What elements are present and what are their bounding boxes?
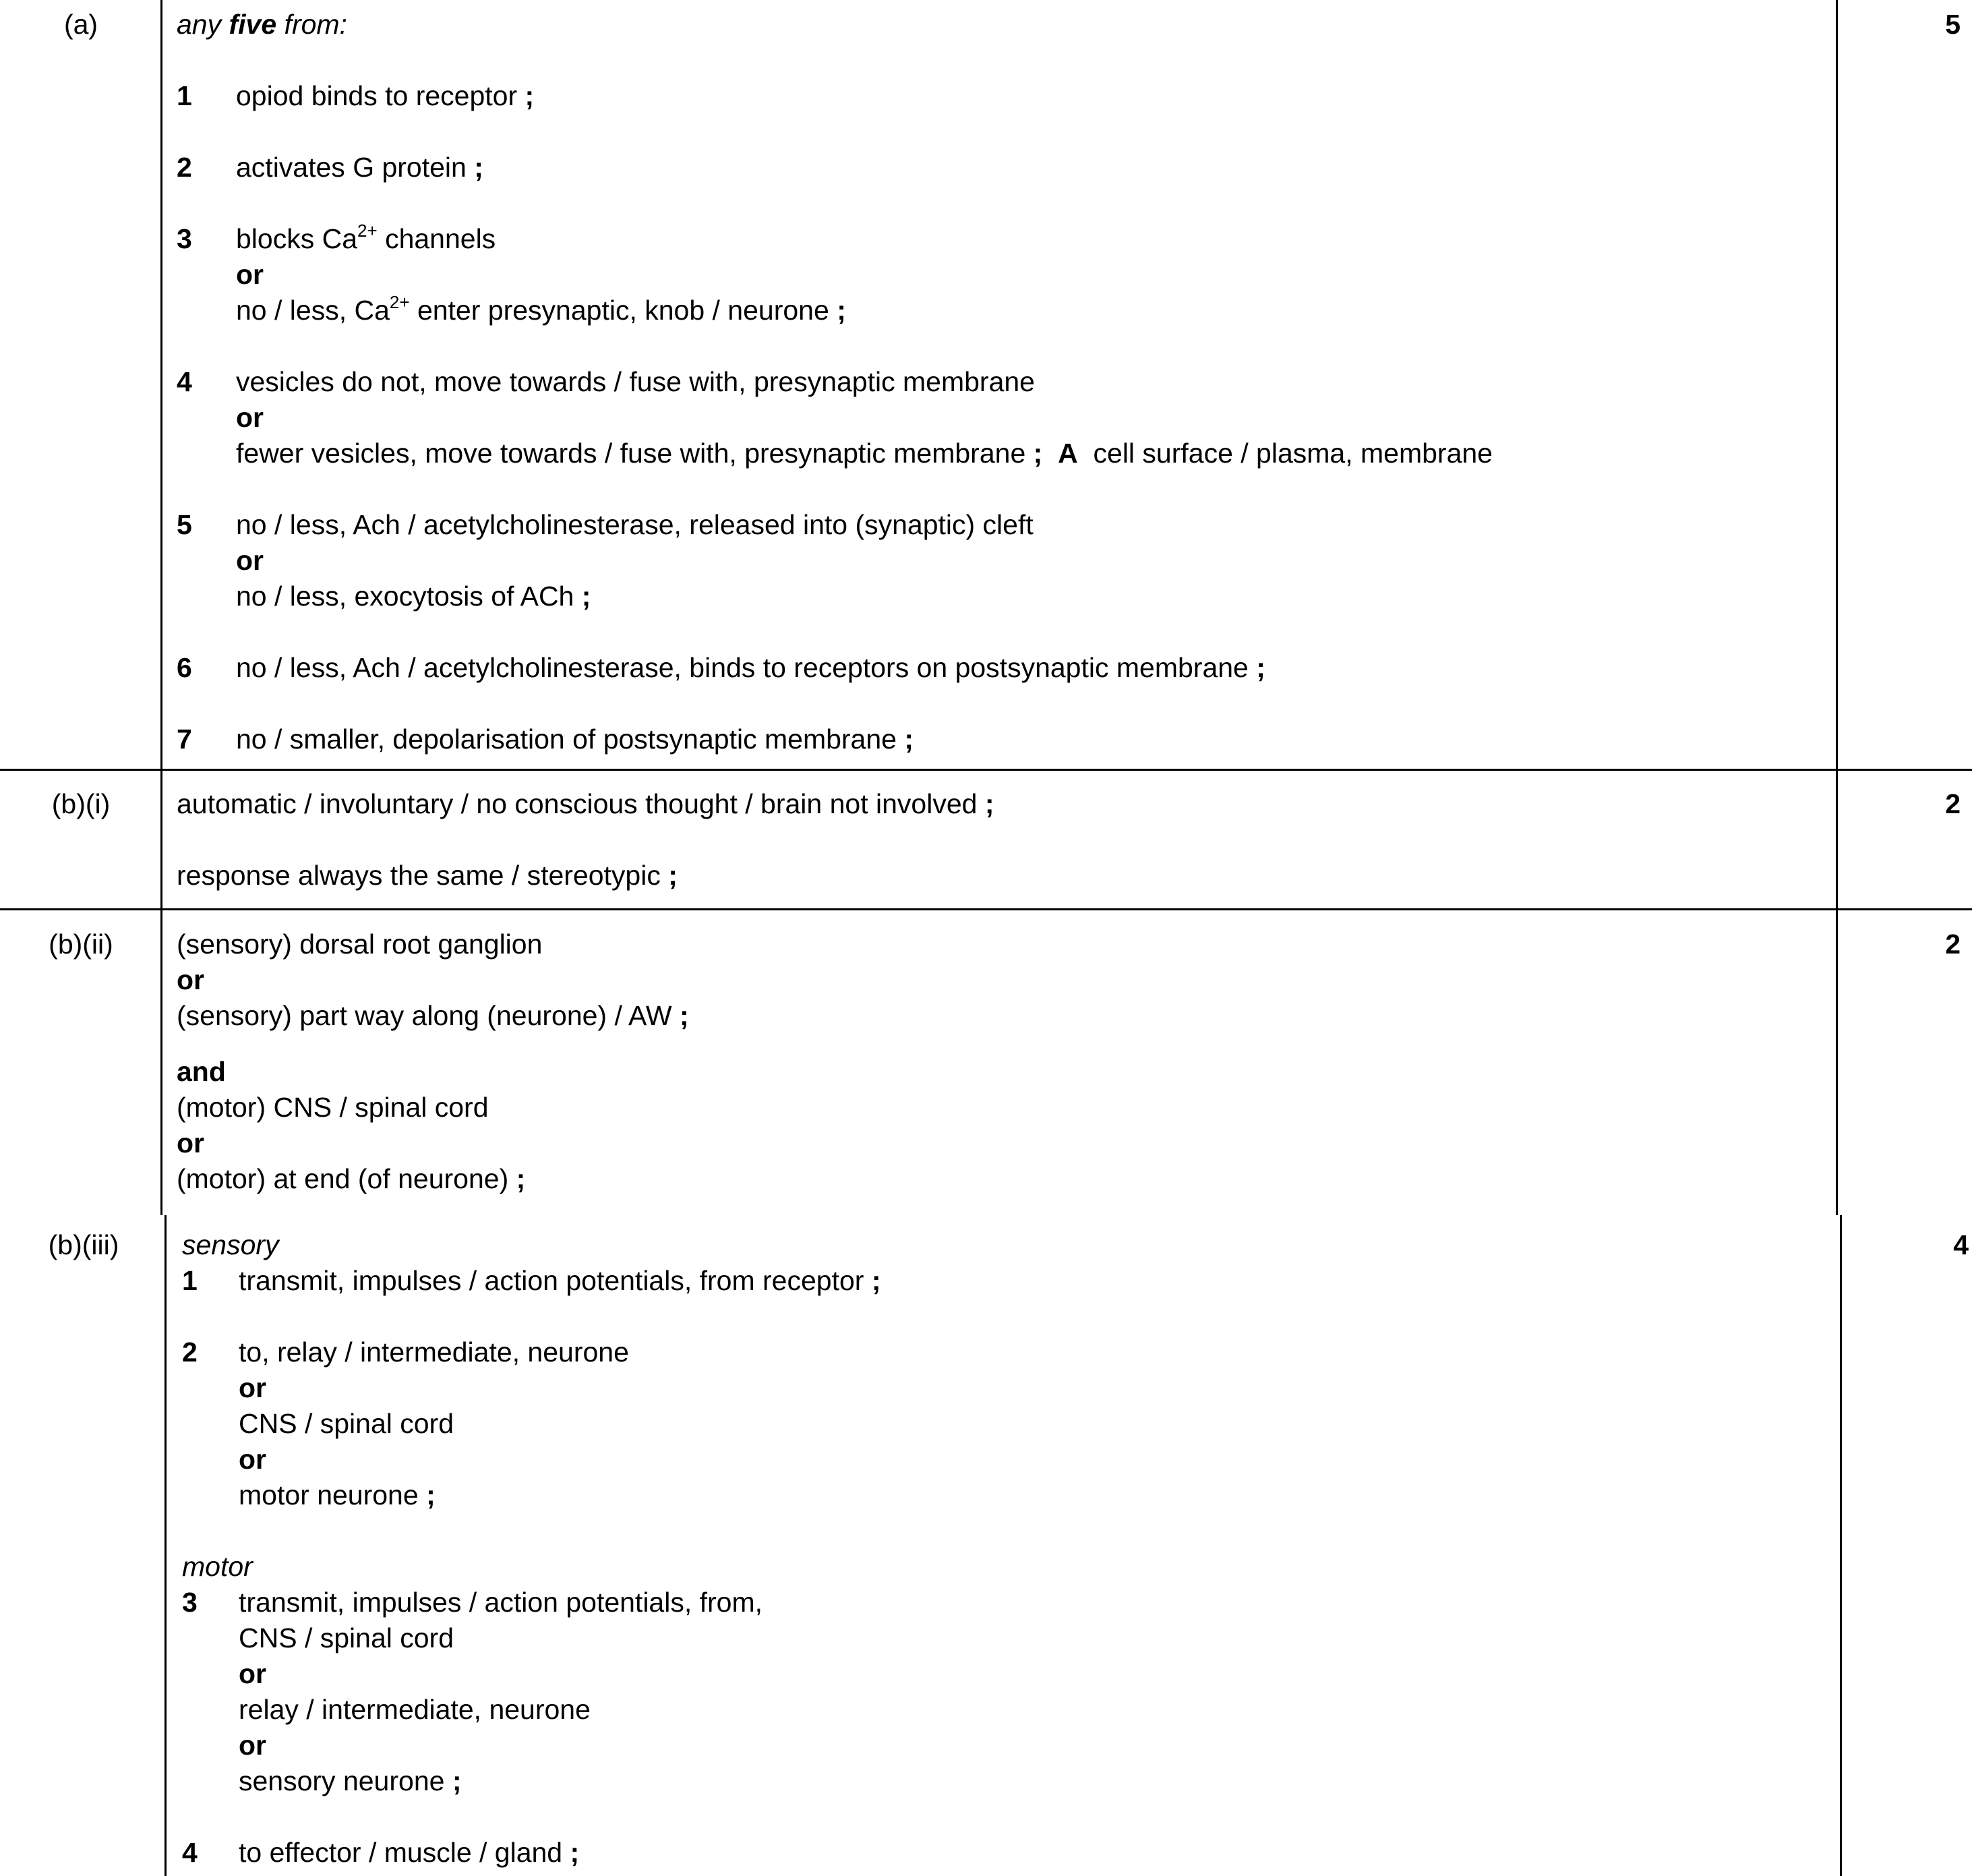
marks-bi: 2 bbox=[1945, 788, 1961, 819]
point-number: 5 bbox=[177, 509, 192, 540]
motor-heading: motor bbox=[182, 1551, 253, 1582]
point-number: 2 bbox=[177, 152, 192, 183]
intro-bold: five bbox=[229, 9, 277, 40]
point-text: no / less, exocytosis of ACh bbox=[236, 581, 574, 612]
point-3 bbox=[177, 221, 1822, 328]
or-connector: or bbox=[236, 402, 264, 433]
marks-a: 5 bbox=[1945, 9, 1961, 40]
mark-marker: ; bbox=[474, 152, 483, 183]
point-text: no / less, Ach / acetylcholinesterase, binds to receptors on postsynaptic membrane bbox=[236, 652, 1249, 683]
superscript: 2+ bbox=[389, 292, 410, 313]
answer-text: (motor) CNS / spinal cord bbox=[177, 1092, 489, 1123]
row-divider-bi-bii bbox=[0, 908, 1972, 910]
point-text: transmit, impulses / action potentials, from, bbox=[239, 1587, 763, 1618]
question-label-biii: (b)(iii) bbox=[48, 1229, 119, 1260]
mark-marker: ; bbox=[581, 581, 591, 612]
mark-marker: ; bbox=[871, 1265, 881, 1296]
mark-marker: ; bbox=[904, 724, 914, 755]
point-1 bbox=[182, 1263, 1827, 1299]
marks-biii: 4 bbox=[1953, 1229, 1969, 1260]
mark-marker: ; bbox=[452, 1765, 462, 1796]
superscript: 2+ bbox=[357, 221, 378, 241]
point-text: vesicles do not, move towards / fuse with, presynaptic membrane bbox=[236, 366, 1035, 397]
point-number: 4 bbox=[182, 1837, 198, 1868]
accept-text: cell surface / plasma, membrane bbox=[1093, 438, 1493, 469]
point-number: 1 bbox=[177, 80, 192, 111]
row-divider-a-bi bbox=[0, 769, 1972, 771]
mark-marker: ; bbox=[525, 80, 535, 111]
point-text: opiod binds to receptor bbox=[236, 80, 518, 111]
column-divider-left-lower bbox=[165, 1215, 167, 1876]
point-text: fewer vesicles, move towards / fuse with, presynaptic membrane bbox=[236, 438, 1026, 469]
mark-marker: ; bbox=[837, 295, 846, 326]
or-connector: or bbox=[239, 1658, 266, 1689]
mark-marker: ; bbox=[679, 1000, 689, 1031]
mark-marker: ; bbox=[426, 1479, 436, 1511]
answer-text: response always the same / stereotypic bbox=[177, 860, 661, 891]
point-text: CNS / spinal cord bbox=[239, 1622, 454, 1653]
point-number: 3 bbox=[182, 1587, 198, 1618]
mark-marker: ; bbox=[1033, 438, 1043, 469]
marks-bii: 2 bbox=[1945, 929, 1961, 960]
point-text: transmit, impulses / action potentials, from receptor bbox=[239, 1265, 864, 1296]
point-5 bbox=[177, 507, 1822, 614]
or-connector: or bbox=[239, 1730, 266, 1761]
column-divider-right bbox=[1836, 0, 1838, 1215]
point-number: 6 bbox=[177, 652, 192, 683]
point-number: 1 bbox=[182, 1265, 198, 1296]
point-text: no / smaller, depolarisation of postsynaptic membrane bbox=[236, 724, 897, 755]
column-divider-left bbox=[160, 0, 162, 1215]
question-label-a: (a) bbox=[63, 9, 98, 40]
point-text: no / less, Ach / acetylcholinesterase, released into (synaptic) cleft bbox=[236, 509, 1034, 540]
or-connector: or bbox=[177, 964, 204, 995]
point-text: channels bbox=[377, 223, 496, 254]
answer-text: (sensory) part way along (neurone) / AW bbox=[177, 1000, 672, 1031]
point-7 bbox=[177, 722, 1822, 757]
point-text: to effector / muscle / gland bbox=[239, 1837, 563, 1868]
answer-text: automatic / involuntary / no conscious thought / brain not involved bbox=[177, 788, 978, 819]
point-number: 2 bbox=[182, 1337, 198, 1368]
mark-marker: ; bbox=[570, 1837, 580, 1868]
point-text: blocks Ca bbox=[236, 223, 358, 254]
or-connector: or bbox=[239, 1372, 266, 1403]
answer-text: (motor) at end (of neurone) bbox=[177, 1163, 509, 1194]
sensory-heading: sensory bbox=[182, 1229, 279, 1260]
point-1 bbox=[177, 78, 1822, 114]
and-connector: and bbox=[177, 1056, 226, 1087]
answer-bi bbox=[177, 786, 1822, 893]
point-text: motor neurone bbox=[239, 1479, 419, 1511]
point-number: 3 bbox=[177, 223, 192, 254]
intro-post: from: bbox=[276, 9, 347, 40]
mark-marker: ; bbox=[668, 860, 678, 891]
point-text: activates G protein bbox=[236, 152, 467, 183]
answer-bii bbox=[177, 927, 1822, 1197]
or-connector: or bbox=[239, 1444, 266, 1475]
point-4 bbox=[182, 1835, 1827, 1871]
question-label-bi: (b)(i) bbox=[51, 788, 111, 819]
point-text: CNS / spinal cord bbox=[239, 1408, 454, 1439]
point-text: no / less, Ca bbox=[236, 295, 390, 326]
intro-pre: any bbox=[177, 9, 229, 40]
mark-marker: ; bbox=[984, 788, 994, 819]
point-3 bbox=[182, 1585, 1827, 1799]
point-number: 4 bbox=[177, 366, 192, 397]
or-connector: or bbox=[177, 1127, 204, 1159]
point-text: sensory neurone bbox=[239, 1765, 445, 1796]
point-6 bbox=[177, 650, 1822, 686]
mark-marker: ; bbox=[516, 1163, 526, 1194]
answer-a bbox=[177, 7, 1822, 757]
or-connector: or bbox=[236, 545, 264, 576]
or-connector: or bbox=[236, 259, 264, 290]
column-divider-right-lower bbox=[1840, 1215, 1842, 1876]
answer-text: (sensory) dorsal root ganglion bbox=[177, 929, 543, 960]
point-text: enter presynaptic, knob / neurone bbox=[409, 295, 829, 326]
point-text: to, relay / intermediate, neurone bbox=[239, 1337, 629, 1368]
answer-biii bbox=[182, 1227, 1827, 1871]
point-2 bbox=[177, 150, 1822, 185]
question-label-bii: (b)(ii) bbox=[49, 929, 113, 960]
point-4 bbox=[177, 364, 1822, 471]
mark-marker: ; bbox=[1256, 652, 1265, 683]
point-number: 7 bbox=[177, 724, 192, 755]
accept-marker: A bbox=[1058, 438, 1078, 469]
point-2 bbox=[182, 1335, 1827, 1513]
point-text: relay / intermediate, neurone bbox=[239, 1694, 591, 1725]
intro-line bbox=[177, 7, 1822, 42]
